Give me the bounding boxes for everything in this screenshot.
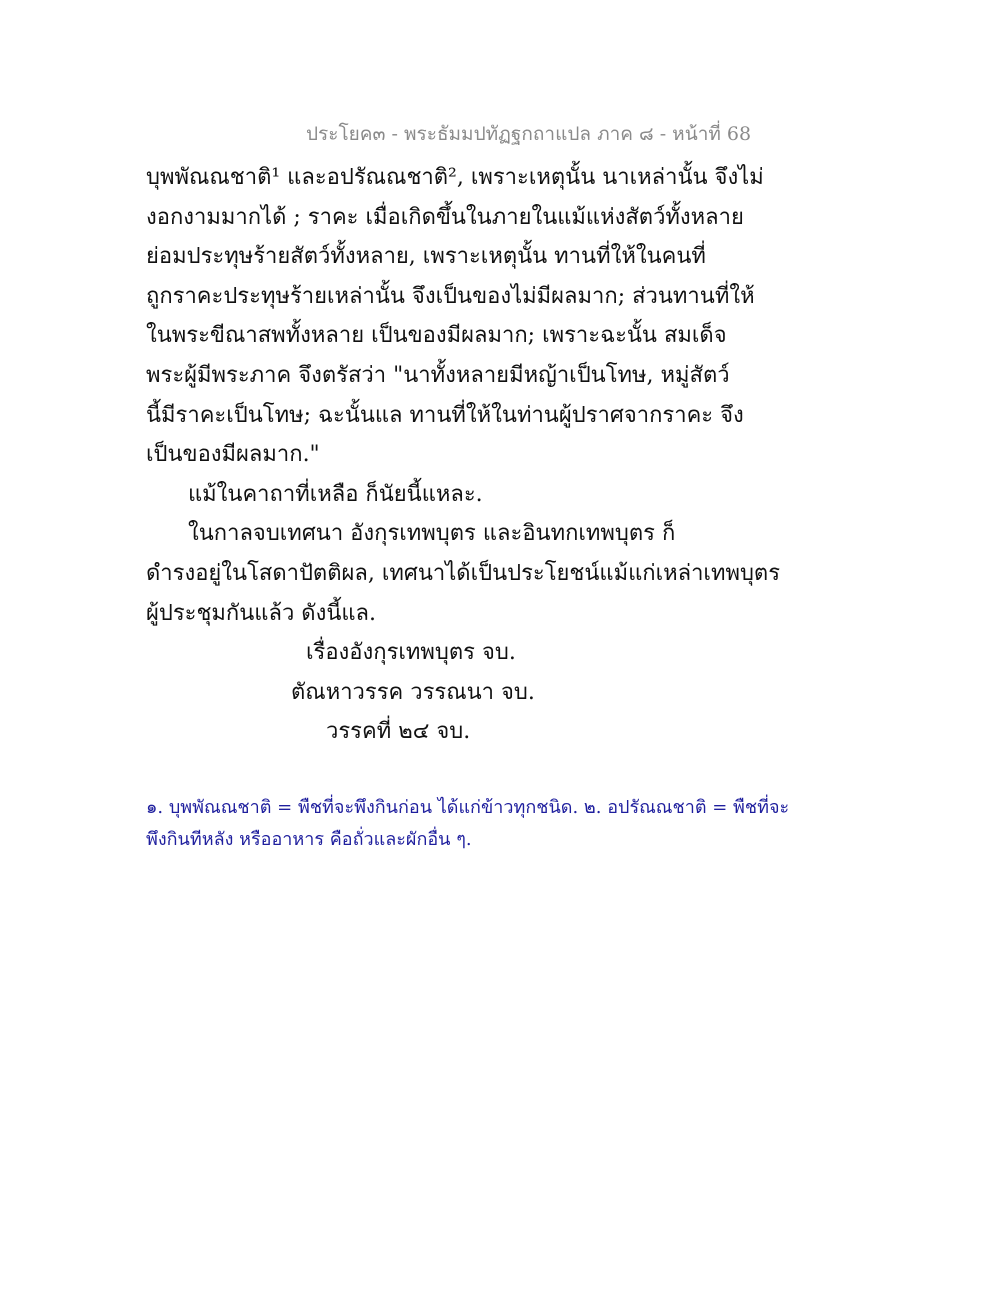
page-header: ประโยค๓ - พระธัมมปทัฏฐกถาแปล ภาค ๘ - หน้าที่ 68 [306,123,752,145]
text-line: เป็นของมีผลมาก." [146,442,320,468]
text-line: พระผู้มีพระภาค จึงตรัสว่า "นาทั้งหลายมีหญ้าเป็นโทษ, หมู่สัตว์ [146,362,730,388]
footnote-line: ๑. บุพพัณณชาติ = พืชที่จะพึงกินก่อน ได้แก่ข้าวทุกชนิด. ๒. อปรัณณชาติ = พืชที่จะ [146,797,790,818]
text-line: นี้มีราคะเป็นโทษ; ฉะนั้นแล ทานที่ให้ในท่านผู้ปราศจากราคะ จึง [146,402,744,428]
paragraph-sermon-end: ในกาลจบเทศนา อังกุรเทพบุตร และอินทกเทพบุตร ก็ [188,521,676,547]
text-line: ถูกราคะประทุษร้ายเหล่านั้น จึงเป็นของไม่มีผลมาก; ส่วนทานที่ให้ [146,283,755,309]
story-end-title: เรื่องอังกุรเทพบุตร จบ. [306,640,516,666]
main-text [146,158,781,752]
paragraph-remaining-verses: แม้ในคาถาที่เหลือ ก็นัยนี้แหละ. [188,481,483,507]
commentary-end-title: ตัณหาวรรค วรรณนา จบ. [291,679,535,705]
footnote-line: พึงกินทีหลัง หรืออาหาร คือถั่วและผักอื่น ๆ. [146,829,472,850]
text-line: งอกงามมากได้ ; ราคะ เมื่อเกิดขึ้นในภายในแม้แห่งสัตว์ทั้งหลาย [146,204,744,230]
text-line: ในพระขีณาสพทั้งหลาย เป็นของมีผลมาก; เพราะฉะนั้น สมเด็จ [146,323,727,349]
text-line: บุพพัณณชาติ¹ และอปรัณณชาติ², เพราะเหตุนั้น นาเหล่านั้น จึงไม่ [146,165,764,190]
text-line: ผู้ประชุมกันแล้ว ดังนี้แล. [146,600,377,626]
text-line: ดำรงอยู่ในโสดาปัตติผล, เทศนาได้เป็นประโยชน์แม้แก่เหล่าเทพบุตร [146,560,781,586]
footnotes [146,792,790,856]
text-line: ย่อมประทุษร้ายสัตว์ทั้งหลาย, เพราะเหตุนั้น ทานที่ให้ในคนที่ [146,244,706,270]
chapter-end-title: วรรคที่ ๒๔ จบ. [326,719,471,745]
